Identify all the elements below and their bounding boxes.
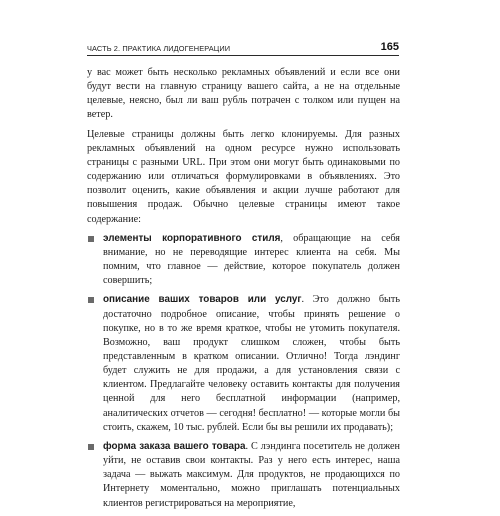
list-item-text: , обращающие на себя внимание, но не переводящие интерес клиента на себя. Мы помним, что главное — действие, которое покупатель должен совершить; xyxy=(103,232,400,287)
list-item xyxy=(87,440,400,511)
list-item xyxy=(87,293,400,435)
list-item-term: форма заказа вашего товара xyxy=(103,440,246,452)
paragraph: у вас может быть несколько рекламных объявлений и если все они будут вести на главную страницу вашего сайта, а не на отдельные целевые, неясно, был ли ваш рубль потрачен с толком или пущен на ветер. xyxy=(87,67,400,121)
running-header xyxy=(87,41,399,56)
paragraph: Целевые страницы должны быть легко клонируемы. Для разных рекламных объявлений на одном ресурсе нужно использовать страницы с разными URL. При этом они могут быть одинаковыми по содержанию или отличаться формулировками в объявлениях. Это позволит оценить, какие объявления и акции лучше работают для повышения продаж. Обычно целевые страницы имеют такое содержание: xyxy=(87,128,400,225)
square-bullet-icon xyxy=(88,236,94,242)
page-body xyxy=(87,66,400,516)
running-header-title: ЧАСТЬ 2. ПРАКТИКА ЛИДОГЕНЕРАЦИИ xyxy=(87,44,231,53)
list-item-term: элементы корпоративного стиля xyxy=(103,232,281,244)
list-item-term: описание ваших товаров или услуг xyxy=(103,294,302,306)
page-number: 165 xyxy=(380,41,399,53)
list-item xyxy=(87,232,400,289)
bullet-list xyxy=(87,232,400,511)
square-bullet-icon xyxy=(88,444,94,450)
list-item-text: . Это должно быть достаточно подробное описание, чтобы принять решение о покупке, но в то же время краткое, чтобы не утомить покупателя. Возможно, ваш продукт слишком сложен, чтобы быть представленным в кратком описании. Отлично! Тогда лэндинг будет служить не для продажи, а для установления связи с клиентом. Предлагайте человеку оставить контакты для получения ценной для него бесплатной информации (например, аналитических отчетов — сегодня! бесплатно! — которые могли бы стоить, скажем, 10 тыс. рублей. Если бы вы решили их продавать); xyxy=(103,294,400,433)
square-bullet-icon xyxy=(88,297,94,303)
list-item-text: . С лэндинга посетитель не должен уйти, не оставив свои контакты. Раз у него есть интерес, наша задача — выжать максимум. Для продуктов, не продающихся по Интернету моментально, можно приглашать потенциальных клиентов регистрироваться на мероприятие, xyxy=(103,440,400,509)
